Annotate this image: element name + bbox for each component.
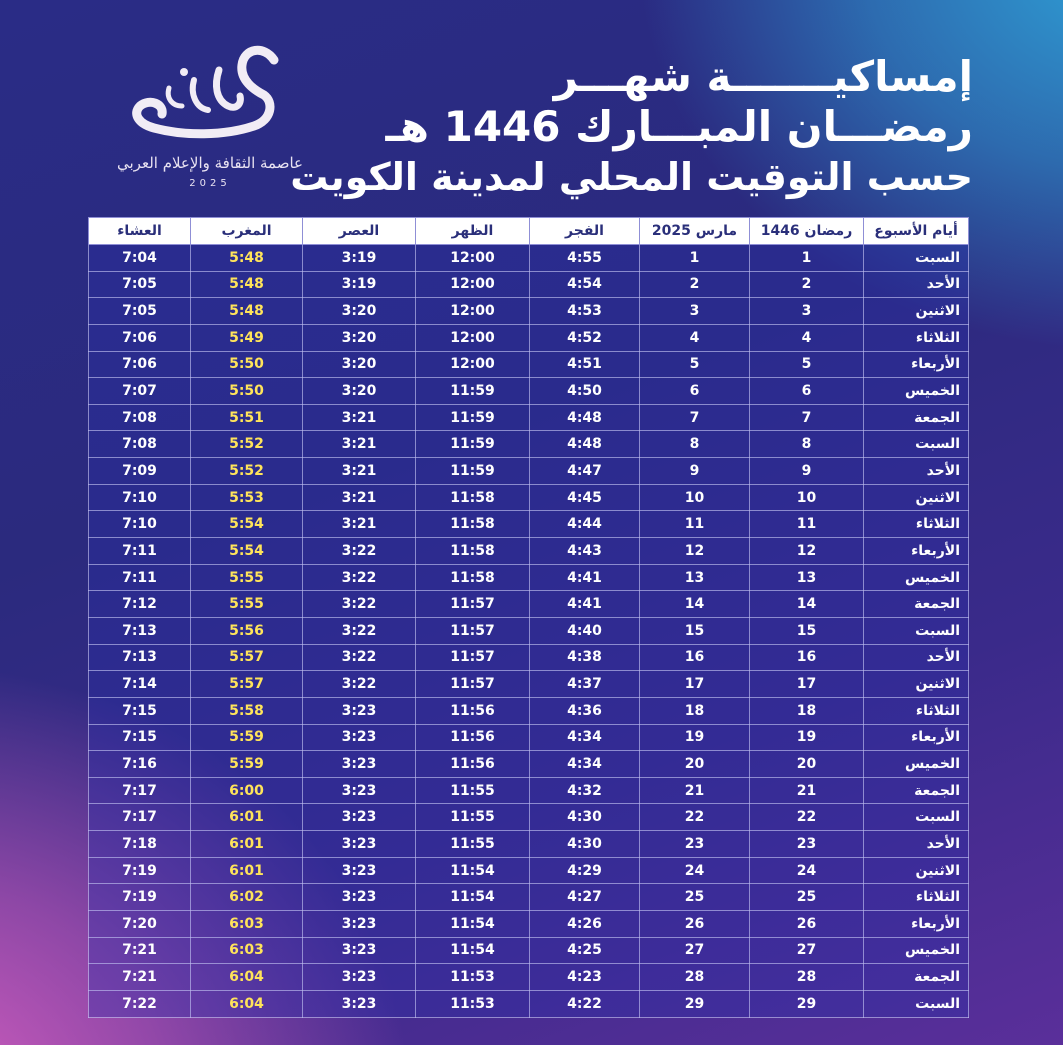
ramadan-day-cell: 22	[750, 804, 864, 831]
header-fajr: الفجر	[530, 218, 640, 245]
table-row	[89, 404, 969, 431]
march-date-cell: 6	[640, 378, 750, 405]
asr-time-cell: 3:23	[303, 697, 416, 724]
isha-time-cell: 7:07	[89, 378, 191, 405]
table-row	[89, 564, 969, 591]
day-cell: السبت	[864, 431, 969, 458]
march-date-cell: 21	[640, 777, 750, 804]
asr-time-cell: 3:20	[303, 351, 416, 378]
fajr-time-cell: 4:37	[530, 671, 640, 698]
dhuhr-time-cell: 11:56	[416, 724, 530, 751]
ramadan-day-cell: 23	[750, 831, 864, 858]
isha-time-cell: 7:19	[89, 884, 191, 911]
table-row	[89, 831, 969, 858]
header-dhuhr: الظهر	[416, 218, 530, 245]
isha-time-cell: 7:21	[89, 937, 191, 964]
table-row	[89, 911, 969, 938]
march-date-cell: 4	[640, 324, 750, 351]
fajr-time-cell: 4:30	[530, 831, 640, 858]
dhuhr-time-cell: 11:54	[416, 911, 530, 938]
ramadan-day-cell: 19	[750, 724, 864, 751]
table-row	[89, 804, 969, 831]
day-cell: الاثنين	[864, 671, 969, 698]
day-cell: السبت	[864, 617, 969, 644]
day-cell: الاثنين	[864, 857, 969, 884]
day-cell: الخميس	[864, 751, 969, 778]
maghrib-time-cell: 6:01	[191, 804, 303, 831]
dhuhr-time-cell: 11:57	[416, 644, 530, 671]
table-row	[89, 937, 969, 964]
dhuhr-time-cell: 11:58	[416, 564, 530, 591]
dhuhr-time-cell: 12:00	[416, 351, 530, 378]
ramadan-day-cell: 1	[750, 245, 864, 272]
march-date-cell: 27	[640, 937, 750, 964]
isha-time-cell: 7:05	[89, 271, 191, 298]
ramadan-day-cell: 26	[750, 911, 864, 938]
fajr-time-cell: 4:48	[530, 431, 640, 458]
table-row	[89, 245, 969, 272]
maghrib-time-cell: 5:48	[191, 271, 303, 298]
march-date-cell: 13	[640, 564, 750, 591]
maghrib-time-cell: 5:55	[191, 564, 303, 591]
table-row	[89, 964, 969, 991]
dhuhr-time-cell: 11:59	[416, 378, 530, 405]
header-march: مارس 2025	[640, 218, 750, 245]
table-row	[89, 324, 969, 351]
isha-time-cell: 7:13	[89, 644, 191, 671]
day-cell: الجمعة	[864, 777, 969, 804]
day-cell: الأربعاء	[864, 538, 969, 565]
isha-time-cell: 7:11	[89, 538, 191, 565]
maghrib-time-cell: 5:49	[191, 324, 303, 351]
day-cell: الأربعاء	[864, 724, 969, 751]
asr-time-cell: 3:23	[303, 911, 416, 938]
march-date-cell: 14	[640, 591, 750, 618]
table-row	[89, 271, 969, 298]
fajr-time-cell: 4:38	[530, 644, 640, 671]
dhuhr-time-cell: 11:58	[416, 484, 530, 511]
table-row	[89, 617, 969, 644]
asr-time-cell: 3:23	[303, 751, 416, 778]
logo-subtitle: عاصمة الثقافة والإعلام العربي	[117, 154, 303, 172]
ramadan-day-cell: 21	[750, 777, 864, 804]
asr-time-cell: 3:23	[303, 831, 416, 858]
fajr-time-cell: 4:26	[530, 911, 640, 938]
header-ramadan: رمضان 1446	[750, 218, 864, 245]
ramadan-day-cell: 7	[750, 404, 864, 431]
isha-time-cell: 7:20	[89, 911, 191, 938]
header-day: أيام الأسبوع	[864, 218, 969, 245]
maghrib-time-cell: 5:50	[191, 351, 303, 378]
maghrib-time-cell: 5:54	[191, 511, 303, 538]
day-cell: السبت	[864, 804, 969, 831]
fajr-time-cell: 4:50	[530, 378, 640, 405]
dhuhr-time-cell: 11:58	[416, 511, 530, 538]
dhuhr-time-cell: 11:58	[416, 538, 530, 565]
dhuhr-time-cell: 11:55	[416, 777, 530, 804]
header-isha: العشاء	[89, 218, 191, 245]
asr-time-cell: 3:21	[303, 484, 416, 511]
maghrib-time-cell: 6:03	[191, 911, 303, 938]
asr-time-cell: 3:23	[303, 990, 416, 1017]
march-date-cell: 29	[640, 990, 750, 1017]
dhuhr-time-cell: 11:54	[416, 884, 530, 911]
maghrib-time-cell: 5:50	[191, 378, 303, 405]
asr-time-cell: 3:23	[303, 857, 416, 884]
day-cell: الخميس	[864, 937, 969, 964]
page-title	[290, 52, 973, 202]
fajr-time-cell: 4:41	[530, 564, 640, 591]
ramadan-day-cell: 12	[750, 538, 864, 565]
march-date-cell: 8	[640, 431, 750, 458]
day-cell: السبت	[864, 990, 969, 1017]
march-date-cell: 7	[640, 404, 750, 431]
day-cell: الأحد	[864, 458, 969, 485]
march-date-cell: 22	[640, 804, 750, 831]
maghrib-time-cell: 5:48	[191, 298, 303, 325]
fajr-time-cell: 4:34	[530, 751, 640, 778]
fajr-time-cell: 4:34	[530, 724, 640, 751]
fajr-time-cell: 4:55	[530, 245, 640, 272]
maghrib-time-cell: 5:53	[191, 484, 303, 511]
table-row	[89, 458, 969, 485]
day-cell: السبت	[864, 245, 969, 272]
dhuhr-time-cell: 11:59	[416, 431, 530, 458]
march-date-cell: 2	[640, 271, 750, 298]
march-date-cell: 20	[640, 751, 750, 778]
isha-time-cell: 7:13	[89, 617, 191, 644]
asr-time-cell: 3:22	[303, 671, 416, 698]
table-row	[89, 484, 969, 511]
fajr-time-cell: 4:41	[530, 591, 640, 618]
isha-time-cell: 7:09	[89, 458, 191, 485]
maghrib-time-cell: 5:56	[191, 617, 303, 644]
day-cell: الجمعة	[864, 964, 969, 991]
asr-time-cell: 3:23	[303, 724, 416, 751]
dhuhr-time-cell: 12:00	[416, 245, 530, 272]
march-date-cell: 17	[640, 671, 750, 698]
ramadan-day-cell: 28	[750, 964, 864, 991]
isha-time-cell: 7:10	[89, 484, 191, 511]
isha-time-cell: 7:08	[89, 431, 191, 458]
ramadan-day-cell: 15	[750, 617, 864, 644]
table-row	[89, 884, 969, 911]
day-cell: الأحد	[864, 831, 969, 858]
logo-year: 2025	[189, 178, 231, 189]
ramadan-day-cell: 13	[750, 564, 864, 591]
title-line-3: حسب التوقيت المحلي لمدينة الكويت	[290, 155, 973, 199]
table-row	[89, 591, 969, 618]
maghrib-time-cell: 6:01	[191, 857, 303, 884]
asr-time-cell: 3:20	[303, 324, 416, 351]
asr-time-cell: 3:23	[303, 937, 416, 964]
asr-time-cell: 3:21	[303, 404, 416, 431]
march-date-cell: 12	[640, 538, 750, 565]
asr-time-cell: 3:19	[303, 271, 416, 298]
dhuhr-time-cell: 12:00	[416, 298, 530, 325]
day-cell: الجمعة	[864, 404, 969, 431]
ramadan-day-cell: 6	[750, 378, 864, 405]
asr-time-cell: 3:22	[303, 564, 416, 591]
day-cell: الأحد	[864, 644, 969, 671]
day-cell: الاثنين	[864, 484, 969, 511]
asr-time-cell: 3:22	[303, 617, 416, 644]
imsakiya-table	[88, 217, 969, 1018]
day-cell: الأربعاء	[864, 911, 969, 938]
isha-time-cell: 7:19	[89, 857, 191, 884]
ramadan-day-cell: 16	[750, 644, 864, 671]
fajr-time-cell: 4:53	[530, 298, 640, 325]
ramadan-day-cell: 8	[750, 431, 864, 458]
isha-time-cell: 7:06	[89, 324, 191, 351]
maghrib-time-cell: 5:52	[191, 431, 303, 458]
day-cell: الخميس	[864, 564, 969, 591]
fajr-time-cell: 4:32	[530, 777, 640, 804]
march-date-cell: 1	[640, 245, 750, 272]
isha-time-cell: 7:08	[89, 404, 191, 431]
isha-time-cell: 7:18	[89, 831, 191, 858]
isha-time-cell: 7:14	[89, 671, 191, 698]
header-asr: العصر	[303, 218, 416, 245]
march-date-cell: 11	[640, 511, 750, 538]
ramadan-day-cell: 27	[750, 937, 864, 964]
dhuhr-time-cell: 11:57	[416, 617, 530, 644]
maghrib-time-cell: 6:00	[191, 777, 303, 804]
march-date-cell: 3	[640, 298, 750, 325]
fajr-time-cell: 4:47	[530, 458, 640, 485]
asr-time-cell: 3:21	[303, 431, 416, 458]
asr-time-cell: 3:23	[303, 804, 416, 831]
fajr-time-cell: 4:30	[530, 804, 640, 831]
table-row	[89, 697, 969, 724]
maghrib-time-cell: 6:03	[191, 937, 303, 964]
march-date-cell: 19	[640, 724, 750, 751]
asr-time-cell: 3:23	[303, 964, 416, 991]
dhuhr-time-cell: 11:59	[416, 458, 530, 485]
dhuhr-time-cell: 11:54	[416, 857, 530, 884]
day-cell: الثلاثاء	[864, 324, 969, 351]
maghrib-time-cell: 5:54	[191, 538, 303, 565]
march-date-cell: 26	[640, 911, 750, 938]
maghrib-time-cell: 6:01	[191, 831, 303, 858]
ramadan-day-cell: 24	[750, 857, 864, 884]
ramadan-day-cell: 4	[750, 324, 864, 351]
dhuhr-time-cell: 11:53	[416, 990, 530, 1017]
march-date-cell: 10	[640, 484, 750, 511]
asr-time-cell: 3:21	[303, 458, 416, 485]
asr-time-cell: 3:19	[303, 245, 416, 272]
maghrib-time-cell: 5:59	[191, 724, 303, 751]
ramadan-day-cell: 14	[750, 591, 864, 618]
dhuhr-time-cell: 11:57	[416, 591, 530, 618]
day-cell: الثلاثاء	[864, 511, 969, 538]
fajr-time-cell: 4:51	[530, 351, 640, 378]
dhuhr-time-cell: 11:59	[416, 404, 530, 431]
maghrib-time-cell: 5:52	[191, 458, 303, 485]
isha-time-cell: 7:04	[89, 245, 191, 272]
isha-time-cell: 7:10	[89, 511, 191, 538]
table-row	[89, 777, 969, 804]
maghrib-time-cell: 5:55	[191, 591, 303, 618]
isha-time-cell: 7:21	[89, 964, 191, 991]
dhuhr-time-cell: 11:56	[416, 751, 530, 778]
day-cell: الأحد	[864, 271, 969, 298]
maghrib-time-cell: 5:58	[191, 697, 303, 724]
dhuhr-time-cell: 11:54	[416, 937, 530, 964]
dhuhr-time-cell: 11:56	[416, 697, 530, 724]
day-cell: الخميس	[864, 378, 969, 405]
fajr-time-cell: 4:29	[530, 857, 640, 884]
ramadan-day-cell: 3	[750, 298, 864, 325]
asr-time-cell: 3:23	[303, 777, 416, 804]
ramadan-day-cell: 20	[750, 751, 864, 778]
asr-time-cell: 3:20	[303, 298, 416, 325]
day-cell: الجمعة	[864, 591, 969, 618]
table-row	[89, 511, 969, 538]
table-row	[89, 671, 969, 698]
isha-time-cell: 7:17	[89, 777, 191, 804]
isha-time-cell: 7:22	[89, 990, 191, 1017]
asr-time-cell: 3:23	[303, 884, 416, 911]
table-row	[89, 351, 969, 378]
fajr-time-cell: 4:43	[530, 538, 640, 565]
ramadan-day-cell: 18	[750, 697, 864, 724]
march-date-cell: 9	[640, 458, 750, 485]
ramadan-day-cell: 29	[750, 990, 864, 1017]
fajr-time-cell: 4:54	[530, 271, 640, 298]
ramadan-day-cell: 17	[750, 671, 864, 698]
day-cell: الثلاثاء	[864, 697, 969, 724]
ramadan-day-cell: 2	[750, 271, 864, 298]
title-line-2: رمضـــان المبـــارك 1446 هـ	[385, 102, 973, 151]
table-body	[89, 245, 969, 1018]
fajr-time-cell: 4:48	[530, 404, 640, 431]
isha-time-cell: 7:16	[89, 751, 191, 778]
maghrib-time-cell: 5:59	[191, 751, 303, 778]
fajr-time-cell: 4:25	[530, 937, 640, 964]
march-date-cell: 5	[640, 351, 750, 378]
table-header-row	[89, 218, 969, 245]
maghrib-time-cell: 6:04	[191, 990, 303, 1017]
table-row	[89, 751, 969, 778]
fajr-time-cell: 4:52	[530, 324, 640, 351]
dhuhr-time-cell: 11:53	[416, 964, 530, 991]
table-row	[89, 644, 969, 671]
fajr-time-cell: 4:22	[530, 990, 640, 1017]
isha-time-cell: 7:15	[89, 697, 191, 724]
ramadan-day-cell: 25	[750, 884, 864, 911]
header-maghrib: المغرب	[191, 218, 303, 245]
asr-time-cell: 3:22	[303, 644, 416, 671]
table-row	[89, 538, 969, 565]
dhuhr-time-cell: 12:00	[416, 324, 530, 351]
asr-time-cell: 3:20	[303, 378, 416, 405]
fajr-time-cell: 4:40	[530, 617, 640, 644]
march-date-cell: 18	[640, 697, 750, 724]
maghrib-time-cell: 5:51	[191, 404, 303, 431]
fajr-time-cell: 4:23	[530, 964, 640, 991]
ramadan-day-cell: 10	[750, 484, 864, 511]
maghrib-time-cell: 6:02	[191, 884, 303, 911]
table-row	[89, 378, 969, 405]
day-cell: الأربعاء	[864, 351, 969, 378]
ramadan-day-cell: 5	[750, 351, 864, 378]
asr-time-cell: 3:22	[303, 591, 416, 618]
fajr-time-cell: 4:45	[530, 484, 640, 511]
march-date-cell: 15	[640, 617, 750, 644]
day-cell: الاثنين	[864, 298, 969, 325]
table-row	[89, 431, 969, 458]
ramadan-day-cell: 11	[750, 511, 864, 538]
maghrib-time-cell: 5:48	[191, 245, 303, 272]
march-date-cell: 16	[640, 644, 750, 671]
table-row	[89, 724, 969, 751]
march-date-cell: 25	[640, 884, 750, 911]
asr-time-cell: 3:21	[303, 511, 416, 538]
day-cell: الثلاثاء	[864, 884, 969, 911]
dhuhr-time-cell: 11:55	[416, 831, 530, 858]
isha-time-cell: 7:06	[89, 351, 191, 378]
table-row	[89, 990, 969, 1017]
march-date-cell: 28	[640, 964, 750, 991]
title-line-1: إمساكيـــــــة شهـــر	[553, 52, 973, 101]
kuwait-calligraphy-logo-icon	[124, 40, 294, 150]
march-date-cell: 24	[640, 857, 750, 884]
dhuhr-time-cell: 11:57	[416, 671, 530, 698]
isha-time-cell: 7:11	[89, 564, 191, 591]
maghrib-time-cell: 5:57	[191, 644, 303, 671]
maghrib-time-cell: 5:57	[191, 671, 303, 698]
imsakiya-table-wrapper	[88, 217, 968, 1018]
asr-time-cell: 3:22	[303, 538, 416, 565]
isha-time-cell: 7:17	[89, 804, 191, 831]
maghrib-time-cell: 6:04	[191, 964, 303, 991]
ramadan-day-cell: 9	[750, 458, 864, 485]
isha-time-cell: 7:15	[89, 724, 191, 751]
fajr-time-cell: 4:27	[530, 884, 640, 911]
dhuhr-time-cell: 12:00	[416, 271, 530, 298]
table-row	[89, 298, 969, 325]
fajr-time-cell: 4:44	[530, 511, 640, 538]
isha-time-cell: 7:05	[89, 298, 191, 325]
fajr-time-cell: 4:36	[530, 697, 640, 724]
march-date-cell: 23	[640, 831, 750, 858]
isha-time-cell: 7:12	[89, 591, 191, 618]
table-row	[89, 857, 969, 884]
dhuhr-time-cell: 11:55	[416, 804, 530, 831]
